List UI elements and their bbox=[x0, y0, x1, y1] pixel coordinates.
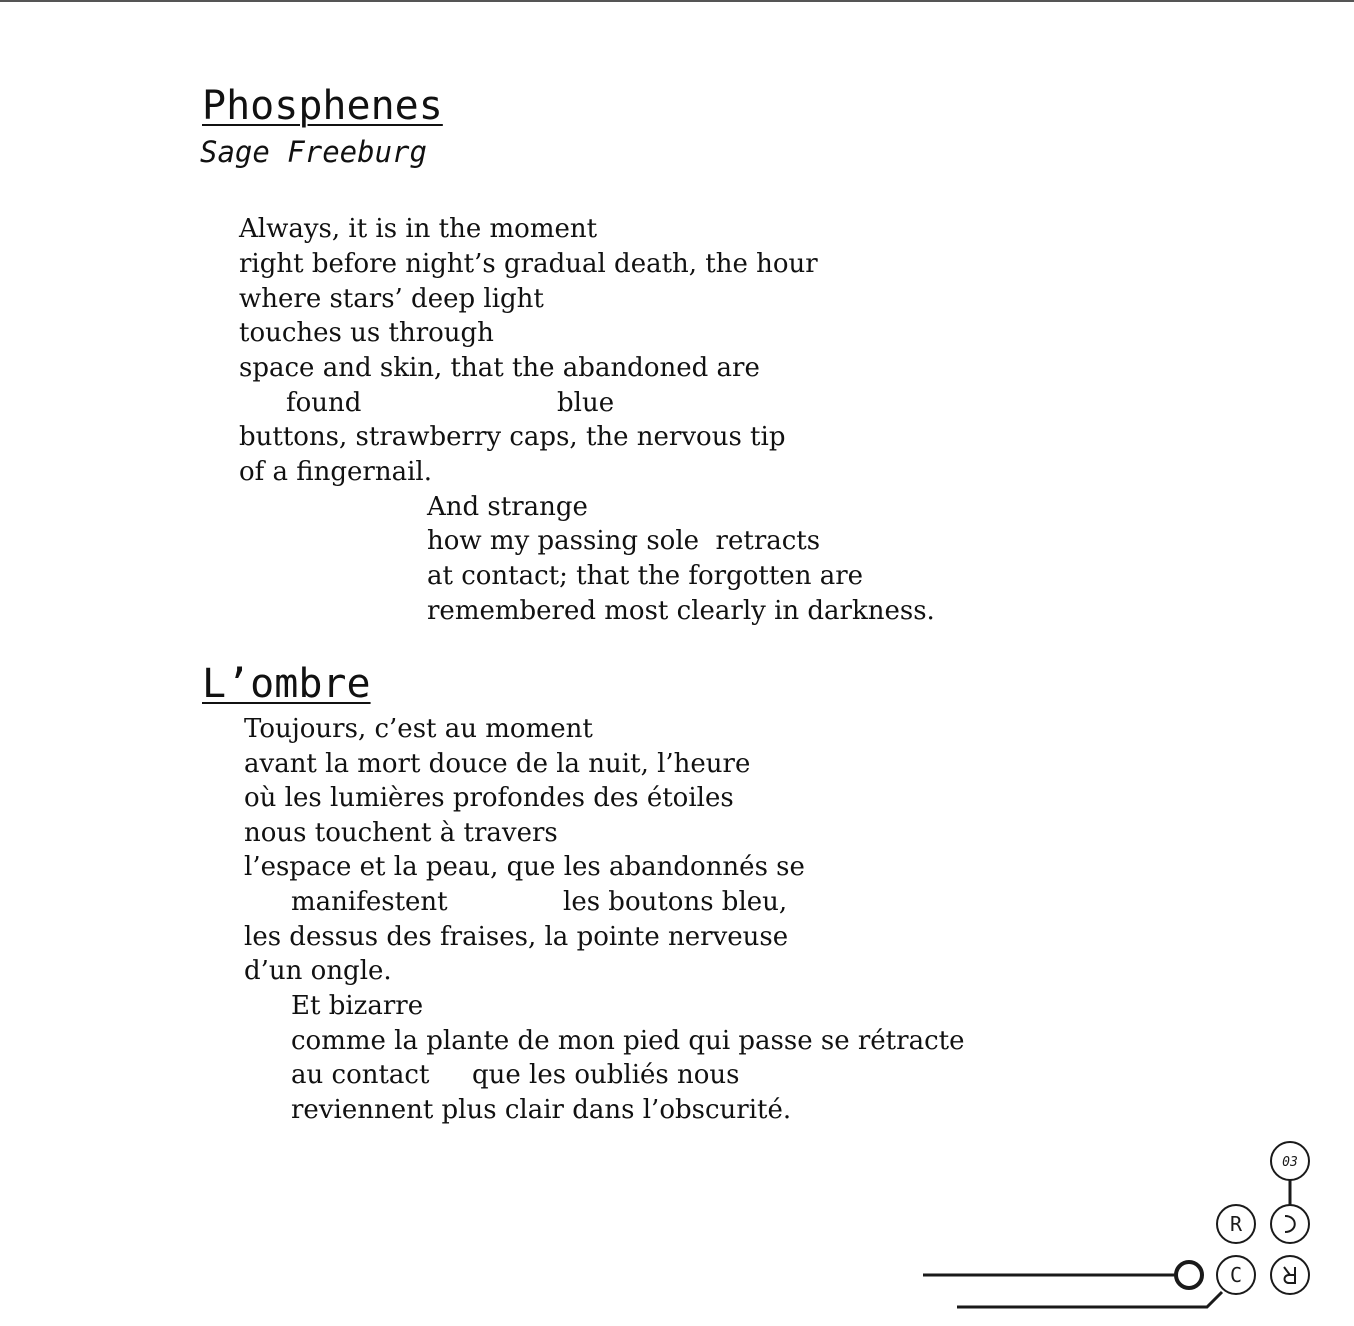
poem-line: right before night’s gradual death, the hour bbox=[239, 249, 818, 279]
poem-line: space and skin, that the abandoned are bbox=[239, 353, 760, 383]
poem-line: comme la plante de mon pied qui passe se rétracte bbox=[291, 1026, 965, 1056]
poem-line: how my passing sole retracts bbox=[427, 526, 821, 556]
poem-line: at contact; that the forgotten are bbox=[427, 561, 864, 591]
poem-line: manifestent bbox=[291, 887, 448, 917]
poem-line: Et bizarre bbox=[291, 991, 424, 1021]
poem-line: where stars’ deep light bbox=[239, 284, 544, 314]
poem-line: les boutons bleu, bbox=[563, 887, 788, 917]
poem-line: les dessus des fraises, la pointe nerveuse bbox=[244, 922, 789, 952]
poem-title-phosphenes: Phosphenes bbox=[202, 83, 443, 129]
connector-line bbox=[957, 1292, 1222, 1307]
poem-line: Toujours, c’est au moment bbox=[244, 714, 593, 744]
poem-line: And strange bbox=[427, 492, 588, 522]
poem-line: touches us through bbox=[239, 318, 494, 348]
poem-line: blue bbox=[557, 388, 615, 418]
poem-line: que les oubliés nous bbox=[472, 1060, 740, 1090]
poem-line: où les lumières profondes des étoiles bbox=[244, 783, 734, 813]
node-circle bbox=[1176, 1262, 1202, 1288]
poem-line: avant la mort douce de la nuit, l’heure bbox=[244, 749, 751, 779]
poem-line: buttons, strawberry caps, the nervous tip bbox=[239, 422, 786, 452]
poem-line: remembered most clearly in darkness. bbox=[427, 596, 935, 626]
poem-line: au contact bbox=[291, 1060, 430, 1090]
poem-title-lombre: L’ombre bbox=[202, 661, 371, 707]
letter-circle bbox=[1271, 1205, 1309, 1243]
poem-line: Always, it is in the moment bbox=[239, 214, 598, 244]
poem-line: d’un ongle. bbox=[244, 956, 392, 986]
page-number: 03 bbox=[1282, 1155, 1298, 1170]
badge-letter: R bbox=[1229, 1212, 1243, 1236]
poem-line: of a fingernail. bbox=[239, 457, 432, 487]
badge-letter: C bbox=[1229, 1263, 1243, 1287]
poem-line: nous touchent à travers bbox=[244, 818, 558, 848]
poem-line: reviennent plus clair dans l’obscurité. bbox=[291, 1095, 792, 1125]
poem-author: Sage Freeburg bbox=[200, 135, 427, 169]
poem-line: found bbox=[286, 388, 362, 418]
poem-line: l’espace et la peau, que les abandonnés se bbox=[244, 852, 805, 882]
